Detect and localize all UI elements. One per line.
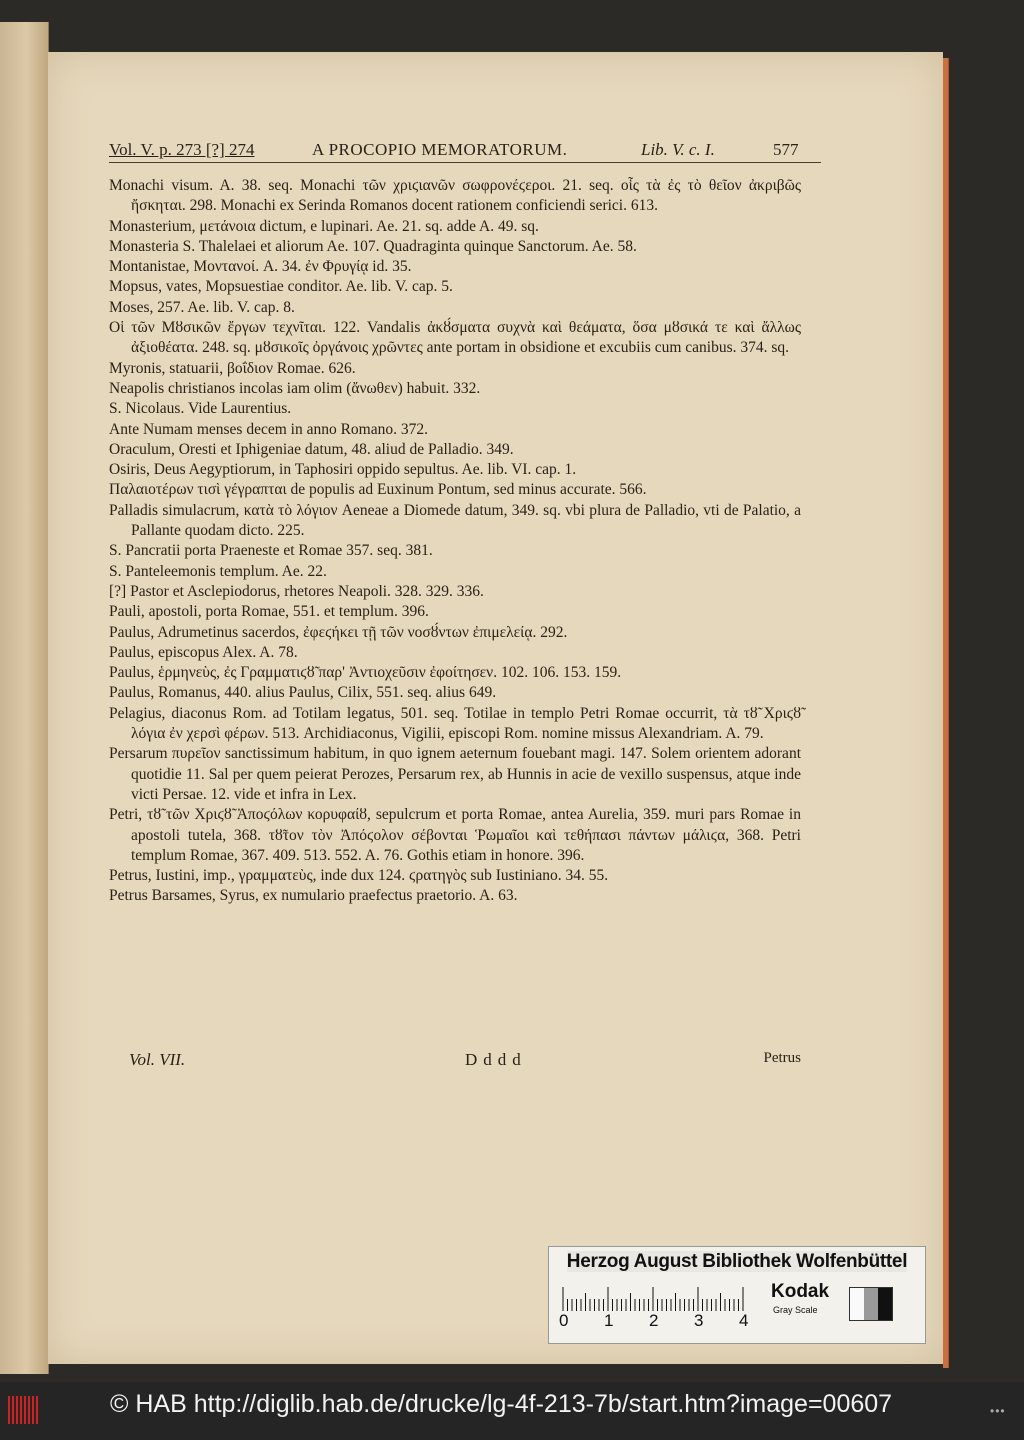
header-title: A PROCOPIO MEMORATORUM. [312,140,568,159]
hab-logo-icon [8,1396,38,1424]
ruler-number: 3 [694,1311,704,1330]
index-entry: Ante Numam menses decem in anno Romano. 372. [109,420,428,438]
index-entry: Paulus, episcopus Alex. A. 78. [109,643,298,661]
previous-page-edge [0,22,49,1374]
index-entry: S. Panteleemonis templum. Ae. 22. [109,562,327,580]
ruler-number: 4 [739,1311,749,1330]
running-header [109,140,819,164]
header-rule [109,162,821,163]
index-entry: Osiris, Deus Aegyptiorum, in Taphosiri oppido sepultus. Ae. lib. VI. cap. 1. [109,461,577,479]
kodak-logo: Kodak [771,1281,830,1302]
header-book-chapter: Lib. V. c. I. [641,140,715,159]
page-number: 577 [773,140,799,159]
gray-scale-patches [849,1287,893,1321]
ruler-numbers [559,1311,753,1331]
index-entry: Neapolis christianos incolas iam olim (ἄνωθεν) habuit. 332. [109,379,481,397]
index-entry: Monasteria S. Thalelaei et aliorum Ae. 107. Quadraginta quinque Sanctorum. Ae. 58. [109,237,637,255]
index-entry: Pauli, apostoli, porta Romae, 551. et templum. 396. [109,603,429,621]
index-entry: Persarum πυρεῖον sanctissimum habitum, in quo ignem aeternum fouebant magi. 147. Solem orientem adorant quotidie 11. Sal per quem peierat Perozes, Persarum rex, ab Hunnis in acie de vexillo suspensus, atque inde victi Persae. 12. vide et infra in Lex. [109,745,801,803]
index-entry: Petrus, Iustini, imp., γραμματεὺς, inde dux 124. ϛρατηγὸς sub Iustiniano. 34. 55. [109,867,609,885]
header-volume-reference: Vol. V. p. 273 [?] 274 [109,140,255,159]
copyright-url[interactable]: © HAB http://diglib.hab.de/drucke/lg-4f-213-7b/start.htm?image=00607 [110,1390,893,1418]
index-entry: Monachi visum. A. 38. seq. Monachi τῶν χριϛιανῶν σωφρονέϛεροι. 21. seq. οἷς τὰ ἐς τὸ θεῖον ἀκριβῶς ἤσκηται. 298. Monachi ex Serinda Romanos docent rationem conficiendi serici. 613. [109,177,801,215]
ruler-scale [561,1287,751,1311]
index-entry: Myronis, statuarii, βοΐδιον Romae. 626. [109,359,356,377]
library-color-card [548,1246,926,1344]
index-entry: Moses, 257. Ae. lib. V. cap. 8. [109,298,295,316]
index-entry: Pelagius, diaconus Rom. ad Totilam legatus, 501. seq. Totilae in templo Petri Romae occurrit, τὰ τȣ̃ Χριϛȣ̃ λόγια ἐν χερσὶ φέρων. 513. Archidiaconus, Vigilii, episcopi Rom. nomine missus Alexandriam. A. 79. [109,704,801,743]
index-entry: S. Pancratii porta Praeneste et Romae 357. seq. 381. [109,542,433,560]
signature-mark: Dddd [465,1050,527,1069]
index-entry: Palladis simulacrum, κατὰ τὸ λόγιον Aeneae a Diomede datum, 349. sq. vbi plura de Palladio, vti de Palatio, a Pallante quodam dicto. 225. [109,501,801,540]
index-entry: Paulus, Adrumetinus sacerdos, ἐφεϛήκει τῇ τῶν νοσȣ́ντων ἐπιμελείᾳ. 292. [109,623,568,641]
page-edge-strip [943,58,949,1368]
index-entries [109,176,801,907]
index-entry: Mopsus, vates, Mopsuestiae conditor. Ae. lib. V. cap. 5. [109,278,453,296]
index-entry: Paulus, ἑρμηνεὺς, ἐς Γραμματιϛȣ̃ παρ' Ἀντιοχεῦσιν ἐφοίτησεν. 102. 106. 153. 159. [109,664,622,682]
footer-volume: Vol. VII. [129,1050,186,1069]
ruler-number: 0 [559,1311,569,1330]
index-entry: Montanistae, Μοντανοί. A. 34. ἐν Φρυγίᾳ id. 35. [109,258,412,276]
index-entry: [?] Pastor et Asclepiodorus, rhetores Neapoli. 328. 329. 336. [109,582,484,600]
index-entry: S. Nicolaus. Vide Laurentius. [109,400,292,418]
catchword: Petrus [763,1050,801,1066]
library-name: Herzog August Bibliothek Wolfenbüttel [566,1251,908,1272]
index-entry: Οἱ τῶν Μȣσικῶν ἔργων τεχνῖται. 122. Vandalis ἀκȣ́σματα συχνὰ καὶ θεάματα, ὅσα μȣσικά τε καὶ ἄλλως ἀξιοθέατα. 248. sq. μȣσικοῖς ὀργάνοις χρῶντες ante portam in obsidione et excubiis cum canibus. 374. sq. [109,319,801,357]
gray-scale-label: Gray Scale [773,1305,818,1315]
index-entry: Paulus, Romanus, 440. alius Paulus, Cilix, 551. seq. alius 649. [109,684,497,702]
ruler-number: 1 [604,1311,614,1330]
index-entry: Monasterium, μετάνοια dictum, e lupinari. Ae. 21. sq. adde A. 49. sq. [109,217,539,235]
more-icon[interactable]: ••• [990,1404,1006,1418]
page-footer [109,1050,801,1074]
index-entry: Oraculum, Oresti et Iphigeniae datum, 48. aliud de Palladio. 349. [109,440,514,458]
index-entry: Petrus Barsames, Syrus, ex numulario praefectus praetorio. A. 63. [109,887,518,905]
viewer-footer-bar [0,1382,1024,1440]
index-entry: Petri, τȣ̃ τῶν Χριϛȣ̃ Ἀποϛόλων κορυφαίȣ, sepulcrum et porta Romae, antea Aurelia, 359. muri pars Romae in apostoli tutela, 368. τȣ̃τον τὸν Ἀπόϛολον σέβονται Ῥωμαῖοι καὶ τεθήπασι πάντων μάλιϛα, 368. Petri templum Romae, 367. 409. 513. 552. A. 76. Gothis etiam in honore. 396. [109,806,801,864]
index-entry: Παλαιοτέρων τισὶ γέγραπται de populis ad Euxinum Pontum, sed minus accurate. 566. [109,481,647,499]
ruler-number: 2 [649,1311,659,1330]
